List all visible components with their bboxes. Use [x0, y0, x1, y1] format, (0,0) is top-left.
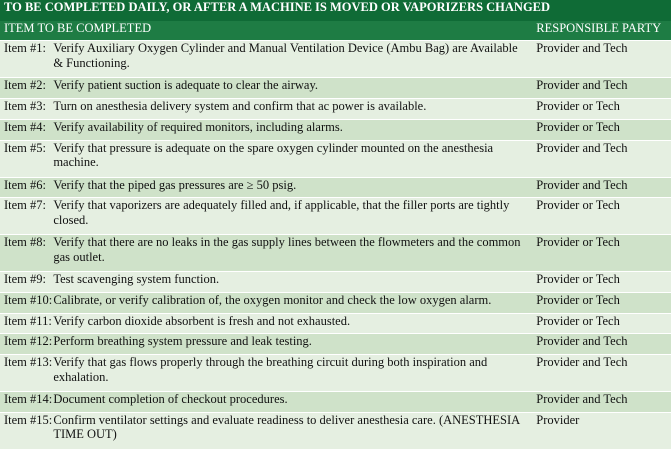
- item-task: Turn on anesthesia delivery system and confirm that ac power is available.: [49, 99, 532, 120]
- item-party: Provider or Tech: [532, 198, 671, 235]
- item-task: Calibrate, or verify calibration of, the oxygen monitor and check the low oxygen alarm.: [49, 293, 532, 314]
- item-number: Item #13:: [0, 355, 49, 392]
- table-row: [0, 235, 671, 272]
- table-row: [0, 313, 671, 334]
- item-task: Verify that vaporizers are adequately filled and, if applicable, that the filler ports are tightly closed.: [49, 198, 532, 235]
- item-task: Test scavenging system function.: [49, 272, 532, 293]
- item-task: Verify patient suction is adequate to clear the airway.: [49, 78, 532, 99]
- item-party: Provider and Tech: [532, 334, 671, 355]
- item-number: Item #4:: [0, 119, 49, 140]
- item-task: Perform breathing system pressure and leak testing.: [49, 334, 532, 355]
- table-row: [0, 177, 671, 198]
- item-party: Provider or Tech: [532, 99, 671, 120]
- item-party: Provider: [532, 412, 671, 449]
- table-row: [0, 392, 671, 413]
- item-number: Item #14:: [0, 392, 49, 413]
- item-party: Provider or Tech: [532, 119, 671, 140]
- item-task: Document completion of checkout procedures.: [49, 392, 532, 413]
- item-number: Item #3:: [0, 99, 49, 120]
- header-item: ITEM TO BE COMPLETED: [0, 21, 532, 41]
- item-number: Item #8:: [0, 235, 49, 272]
- item-number: Item #15:: [0, 412, 49, 449]
- item-task: Verify that the piped gas pressures are ≥ 50 psig.: [49, 177, 532, 198]
- item-task: Verify carbon dioxide absorbent is fresh and not exhausted.: [49, 313, 532, 334]
- column-header-row: [0, 21, 671, 41]
- item-task: Verify that pressure is adequate on the spare oxygen cylinder mounted on the anesthesia machine.: [49, 140, 532, 177]
- item-party: Provider and Tech: [532, 392, 671, 413]
- item-task: Confirm ventilator settings and evaluate readiness to deliver anesthesia care. (ANESTHESIA TIME OUT): [49, 412, 532, 449]
- table-row: [0, 140, 671, 177]
- item-task: Verify that there are no leaks in the gas supply lines between the flowmeters and the common gas outlet.: [49, 235, 532, 272]
- table-row: [0, 78, 671, 99]
- table-row: [0, 198, 671, 235]
- item-number: Item #7:: [0, 198, 49, 235]
- table-row: [0, 99, 671, 120]
- item-number: Item #5:: [0, 140, 49, 177]
- table-title-row: [0, 0, 671, 21]
- item-number: Item #11:: [0, 313, 49, 334]
- item-party: Provider and Tech: [532, 78, 671, 99]
- table-row: [0, 41, 671, 78]
- table-row: [0, 334, 671, 355]
- item-party: Provider and Tech: [532, 140, 671, 177]
- item-party: Provider or Tech: [532, 313, 671, 334]
- item-party: Provider or Tech: [532, 235, 671, 272]
- item-number: Item #2:: [0, 78, 49, 99]
- table-row: [0, 293, 671, 314]
- table-title: TO BE COMPLETED DAILY, OR AFTER A MACHINE IS MOVED OR VAPORIZERS CHANGED: [0, 0, 671, 21]
- item-party: Provider and Tech: [532, 177, 671, 198]
- table-row: [0, 412, 671, 449]
- item-party: Provider or Tech: [532, 293, 671, 314]
- item-number: Item #1:: [0, 41, 49, 78]
- header-party: RESPONSIBLE PARTY: [532, 21, 671, 41]
- table-row: [0, 119, 671, 140]
- item-party: Provider or Tech: [532, 272, 671, 293]
- item-party: Provider and Tech: [532, 41, 671, 78]
- item-number: Item #12:: [0, 334, 49, 355]
- table-row: [0, 272, 671, 293]
- item-task: Verify that gas flows properly through the breathing circuit during both inspiration and exhalation.: [49, 355, 532, 392]
- item-task: Verify Auxiliary Oxygen Cylinder and Manual Ventilation Device (Ambu Bag) are Available & Functioning.: [49, 41, 532, 78]
- item-number: Item #6:: [0, 177, 49, 198]
- item-party: Provider and Tech: [532, 355, 671, 392]
- item-task: Verify availability of required monitors, including alarms.: [49, 119, 532, 140]
- table-row: [0, 355, 671, 392]
- item-number: Item #9:: [0, 272, 49, 293]
- item-number: Item #10:: [0, 293, 49, 314]
